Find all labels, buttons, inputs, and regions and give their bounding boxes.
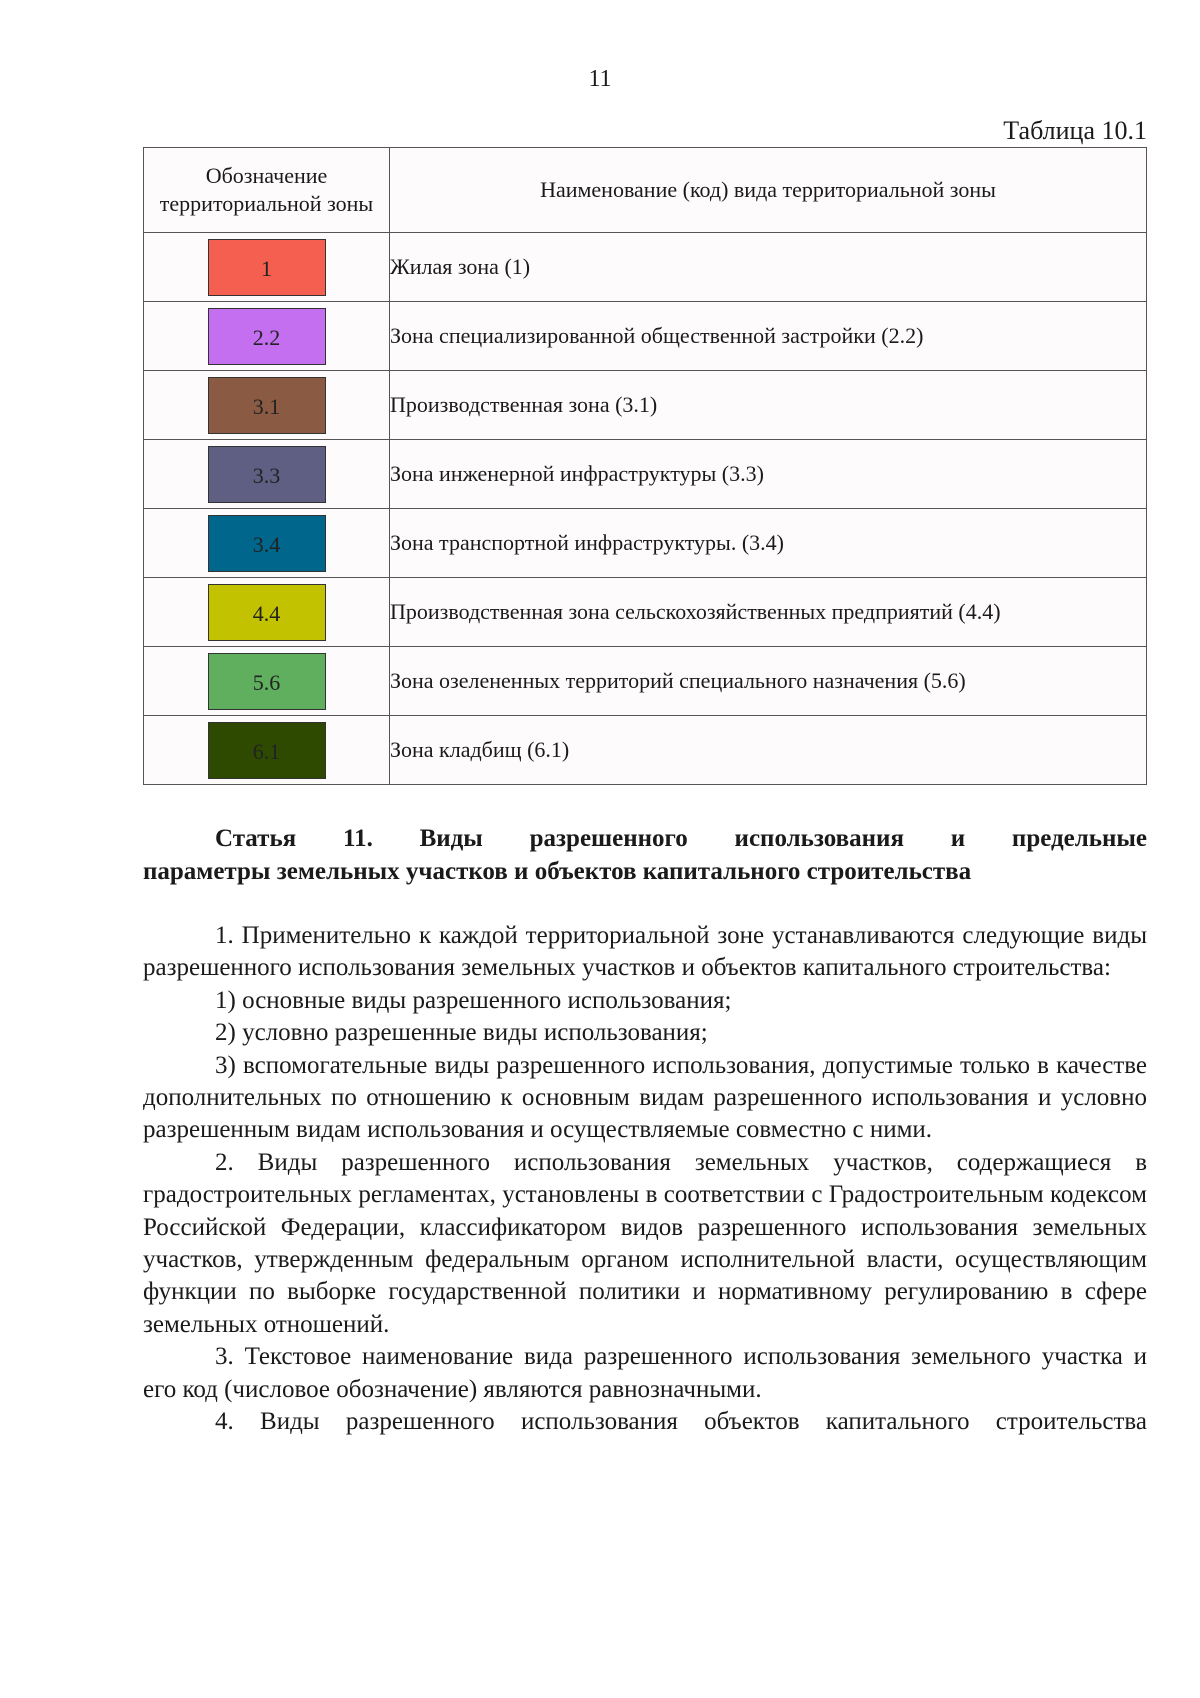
zone-code-cell (144, 233, 390, 302)
paragraph: 4. Виды разрешенного использования объектов капитального строительства (215, 1408, 1147, 1436)
page-number: 11 (588, 66, 612, 92)
zone-code-cell (144, 440, 390, 509)
zone-code-cell (144, 716, 390, 785)
zone-color-swatch: 3.3 (208, 446, 326, 503)
zone-name: Производственная зона (3.1) (390, 371, 1147, 440)
zone-code-cell (144, 647, 390, 716)
article-body (143, 920, 1147, 1439)
paragraph: 3. Текстовое наименование вида разрешенного использования земельного участка и его код (числовое обозначение) являются равнозначными. (143, 1343, 1147, 1403)
zone-name: Зона транспортной инфраструктуры. (3.4) (390, 509, 1147, 578)
table-row (144, 371, 1147, 440)
zone-color-swatch: 3.1 (208, 377, 326, 434)
zone-name: Зона озелененных территорий специального назначения (5.6) (390, 647, 1147, 716)
zones-table (143, 147, 1147, 785)
article-title-line-1: Статья 11. Виды разрешенного использования и предельные (215, 825, 1147, 852)
zone-color-swatch: 1 (208, 239, 326, 296)
table-row (144, 647, 1147, 716)
paragraph: 1. Применительно к каждой территориальной зоне устанавливаются следующие виды разрешенного использования земельных участков и объектов капитального строительства: (143, 922, 1147, 982)
zone-code-cell (144, 509, 390, 578)
list-item: 1) основные виды разрешенного использования; (215, 986, 732, 1014)
article-title-line-2: параметры земельных участков и объектов капитального строительства (143, 858, 972, 885)
table-row (144, 233, 1147, 302)
table-row (144, 509, 1147, 578)
zone-color-swatch: 6.1 (208, 722, 326, 779)
zone-name: Зона инженерной инфраструктуры (3.3) (390, 440, 1147, 509)
list-item: 2) условно разрешенные виды использования; (215, 1019, 708, 1047)
zone-name: Производственная зона сельскохозяйственных предприятий (4.4) (390, 578, 1147, 647)
zone-name: Зона кладбищ (6.1) (390, 716, 1147, 785)
zone-name: Жилая зона (1) (390, 233, 1147, 302)
table-row (144, 716, 1147, 785)
list-item: 3) вспомогательные виды разрешенного использования, допустимые только в качестве дополнительных по отношению к основным видам разрешенного использования и условно разрешенным видам использования и осуществляемые совместно с ними. (143, 1051, 1147, 1144)
header-zone-designation: Обозначение территориальной зоны (144, 148, 390, 233)
zone-name: Зона специализированной общественной застройки (2.2) (390, 302, 1147, 371)
zone-color-swatch: 4.4 (208, 584, 326, 641)
table-row (144, 440, 1147, 509)
zone-code-cell (144, 302, 390, 371)
zone-code-cell (144, 371, 390, 440)
zone-color-swatch: 3.4 (208, 515, 326, 572)
table-caption: Таблица 10.1 (1003, 116, 1147, 145)
table-row (144, 302, 1147, 371)
table-header-row (144, 148, 1147, 233)
article-title (143, 822, 1147, 888)
table-row (144, 578, 1147, 647)
zone-code-cell (144, 578, 390, 647)
paragraph: 2. Виды разрешенного использования земельных участков, содержащиеся в градостроительных регламентах, установлены в соответствии с Градостроительным кодексом Российской Федерации, классификатором видов разрешенного использования земельных участков, утвержденным федеральным органом исполнительной власти, осуществляющим функции по выборке государственной политики и нормативному регулированию в сфере земельных отношений. (143, 1148, 1147, 1338)
zone-color-swatch: 2.2 (208, 308, 326, 365)
zone-color-swatch: 5.6 (208, 653, 326, 710)
header-zone-name: Наименование (код) вида территориальной зоны (390, 148, 1147, 233)
